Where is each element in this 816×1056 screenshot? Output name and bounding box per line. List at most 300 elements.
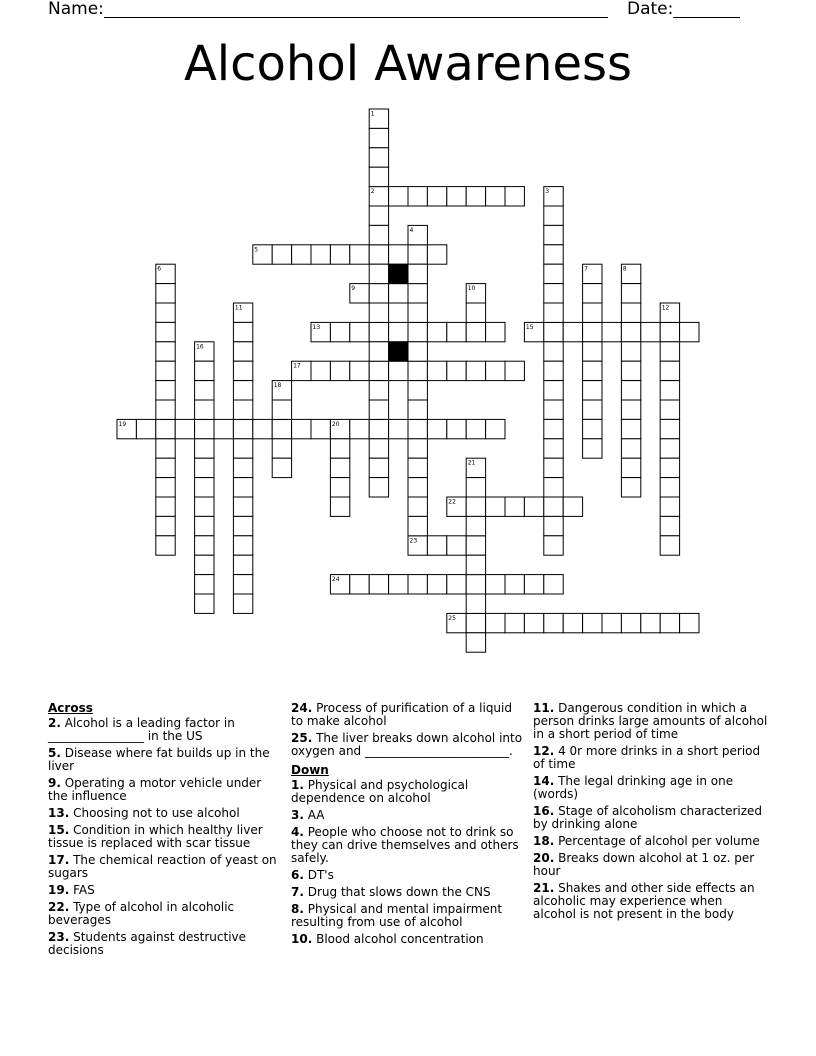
grid-cell[interactable] bbox=[369, 439, 388, 458]
grid-cell[interactable] bbox=[583, 419, 602, 438]
grid-cell[interactable] bbox=[486, 613, 505, 632]
grid-cell[interactable] bbox=[389, 187, 408, 206]
grid-cell[interactable] bbox=[466, 575, 485, 594]
grid-cell[interactable] bbox=[350, 419, 369, 438]
clue-number: 24. bbox=[291, 701, 313, 715]
clue-item bbox=[291, 826, 523, 865]
clue-item bbox=[533, 775, 769, 801]
clue-text: The legal drinking age in one (words) bbox=[533, 774, 734, 801]
grid-cell[interactable] bbox=[408, 458, 427, 477]
grid-cell[interactable] bbox=[408, 322, 427, 341]
grid-cell[interactable] bbox=[389, 245, 408, 264]
grid-cell[interactable] bbox=[466, 419, 485, 438]
grid-cell[interactable] bbox=[350, 575, 369, 594]
grid-cell[interactable] bbox=[195, 497, 214, 516]
grid-cell[interactable] bbox=[369, 303, 388, 322]
grid-cell[interactable] bbox=[195, 594, 214, 613]
clue-text: Condition in which healthy liver tissue is replaced with scar tissue bbox=[48, 823, 263, 850]
grid-cell[interactable] bbox=[660, 458, 679, 477]
clue-number-label: 19 bbox=[118, 420, 127, 428]
grid-cell[interactable] bbox=[408, 478, 427, 497]
grid-cell[interactable] bbox=[369, 206, 388, 225]
grid-cell[interactable] bbox=[156, 342, 175, 361]
grid-cell[interactable] bbox=[369, 284, 388, 303]
grid-cell[interactable] bbox=[602, 322, 621, 341]
clue-item bbox=[291, 702, 523, 728]
grid-cell[interactable] bbox=[369, 167, 388, 186]
clue-text: Type of alcohol in alcoholic beverages bbox=[48, 900, 235, 927]
grid-cell[interactable] bbox=[369, 575, 388, 594]
clue-number: 2. bbox=[48, 716, 61, 730]
clue-item bbox=[48, 931, 278, 957]
grid-cell[interactable] bbox=[447, 361, 466, 380]
clue-text: Blood alcohol concentration bbox=[312, 932, 484, 946]
clue-item bbox=[48, 901, 278, 927]
across-clue-list-continued bbox=[291, 702, 523, 758]
clue-number: 11. bbox=[533, 701, 555, 715]
grid-cell[interactable] bbox=[583, 284, 602, 303]
grid-cell[interactable] bbox=[253, 419, 272, 438]
grid-cell[interactable] bbox=[311, 245, 330, 264]
across-heading: Across bbox=[48, 701, 93, 715]
grid-cell[interactable] bbox=[660, 342, 679, 361]
grid-cell[interactable] bbox=[330, 478, 349, 497]
grid-cell[interactable] bbox=[195, 361, 214, 380]
grid-cell[interactable] bbox=[544, 419, 563, 438]
grid-cell[interactable] bbox=[195, 516, 214, 535]
clue-text: Dangerous condition in which a person drinks large amounts of alcohol in a short period of time bbox=[533, 701, 768, 741]
grid-cell[interactable] bbox=[156, 439, 175, 458]
grid-cell[interactable] bbox=[408, 361, 427, 380]
grid-cell[interactable] bbox=[486, 361, 505, 380]
clue-text: Students against destructive decisions bbox=[48, 930, 247, 957]
grid-cell[interactable] bbox=[563, 497, 582, 516]
clue-number-label: 9 bbox=[351, 285, 356, 293]
grid-cell[interactable] bbox=[408, 381, 427, 400]
clue-text: Drug that slows down the CNS bbox=[303, 885, 491, 899]
grid-block bbox=[389, 264, 408, 283]
grid-cell[interactable] bbox=[156, 381, 175, 400]
grid-cell[interactable] bbox=[466, 516, 485, 535]
clue-number: 15. bbox=[48, 823, 70, 837]
grid-cell[interactable] bbox=[408, 516, 427, 535]
grid-cell[interactable] bbox=[369, 381, 388, 400]
grid-cell[interactable] bbox=[621, 303, 640, 322]
grid-cell[interactable] bbox=[660, 381, 679, 400]
clue-text: Alcohol is a leading factor in ________________ in the US bbox=[48, 716, 235, 743]
grid-cell[interactable] bbox=[447, 187, 466, 206]
clue-item bbox=[533, 852, 769, 878]
across-clue-list bbox=[48, 717, 278, 957]
grid-cell[interactable] bbox=[369, 322, 388, 341]
grid-cell[interactable] bbox=[233, 419, 252, 438]
grid-cell[interactable] bbox=[466, 303, 485, 322]
grid-cell[interactable] bbox=[369, 478, 388, 497]
grid-cell[interactable] bbox=[156, 497, 175, 516]
clue-item bbox=[48, 854, 278, 880]
grid-cell[interactable] bbox=[311, 419, 330, 438]
clue-number-label: 8 bbox=[622, 265, 627, 273]
grid-cell[interactable] bbox=[427, 322, 446, 341]
grid-cell[interactable] bbox=[195, 478, 214, 497]
grid-cell[interactable] bbox=[466, 497, 485, 516]
grid-cell[interactable] bbox=[369, 225, 388, 244]
grid-cell[interactable] bbox=[660, 478, 679, 497]
clue-number: 18. bbox=[533, 834, 555, 848]
grid-cell[interactable] bbox=[350, 245, 369, 264]
grid-cell[interactable] bbox=[680, 613, 699, 632]
grid-cell[interactable] bbox=[292, 245, 311, 264]
grid-cell[interactable] bbox=[369, 245, 388, 264]
grid-cell[interactable] bbox=[583, 361, 602, 380]
grid-cell[interactable] bbox=[447, 419, 466, 438]
clue-number: 10. bbox=[291, 932, 313, 946]
grid-cell[interactable] bbox=[524, 613, 543, 632]
grid-cell[interactable] bbox=[660, 400, 679, 419]
grid-cell[interactable] bbox=[583, 342, 602, 361]
grid-cell[interactable] bbox=[233, 342, 252, 361]
grid-cell[interactable] bbox=[389, 322, 408, 341]
grid-cell[interactable] bbox=[486, 419, 505, 438]
grid-cell[interactable] bbox=[350, 322, 369, 341]
grid-cell[interactable] bbox=[369, 419, 388, 438]
clue-text: DT's bbox=[303, 868, 334, 882]
grid-cell[interactable] bbox=[621, 322, 640, 341]
clue-text: Percentage of alcohol per volume bbox=[554, 834, 760, 848]
grid-cell[interactable] bbox=[583, 322, 602, 341]
grid-cell[interactable] bbox=[272, 419, 291, 438]
clue-number-label: 13 bbox=[312, 323, 321, 331]
grid-cell[interactable] bbox=[408, 187, 427, 206]
grid-cell[interactable] bbox=[195, 419, 214, 438]
clue-text: People who choose not to drink so they can drive themselves and others safely. bbox=[291, 825, 519, 865]
grid-cell[interactable] bbox=[195, 458, 214, 477]
grid-cell[interactable] bbox=[505, 575, 524, 594]
clue-item bbox=[291, 732, 523, 758]
grid-cell[interactable] bbox=[156, 322, 175, 341]
clue-number: 8. bbox=[291, 902, 304, 916]
clue-item bbox=[291, 779, 523, 805]
grid-cell[interactable] bbox=[408, 419, 427, 438]
grid-cell[interactable] bbox=[369, 400, 388, 419]
grid-cell[interactable] bbox=[544, 439, 563, 458]
grid-cell[interactable] bbox=[427, 575, 446, 594]
grid-cell[interactable] bbox=[621, 478, 640, 497]
grid-cell[interactable] bbox=[544, 342, 563, 361]
grid-cell[interactable] bbox=[369, 264, 388, 283]
grid-cell[interactable] bbox=[330, 497, 349, 516]
clues-column-1 bbox=[48, 702, 278, 961]
grid-cell[interactable] bbox=[369, 148, 388, 167]
grid-cell[interactable] bbox=[233, 536, 252, 555]
clue-number-label: 20 bbox=[331, 420, 340, 428]
grid-cell[interactable] bbox=[660, 322, 679, 341]
grid-cell[interactable] bbox=[233, 594, 252, 613]
grid-cell[interactable] bbox=[621, 458, 640, 477]
clue-text: Stage of alcoholism characterized by drinking alone bbox=[533, 804, 763, 831]
grid-cell[interactable] bbox=[466, 322, 485, 341]
grid-cell[interactable] bbox=[486, 497, 505, 516]
clue-item bbox=[48, 824, 278, 850]
clue-number-label: 6 bbox=[157, 265, 162, 273]
grid-cell[interactable] bbox=[505, 361, 524, 380]
grid-cell[interactable] bbox=[156, 516, 175, 535]
grid-cell[interactable] bbox=[466, 478, 485, 497]
grid-cell[interactable] bbox=[408, 342, 427, 361]
grid-cell[interactable] bbox=[544, 225, 563, 244]
grid-cell[interactable] bbox=[544, 206, 563, 225]
grid-cell[interactable] bbox=[544, 361, 563, 380]
clue-number-label: 4 bbox=[409, 226, 414, 234]
clue-number-label: 22 bbox=[448, 498, 456, 506]
grid-cell[interactable] bbox=[660, 361, 679, 380]
clue-number-label: 11 bbox=[234, 304, 243, 312]
grid-cell[interactable] bbox=[136, 419, 155, 438]
grid-cell[interactable] bbox=[486, 187, 505, 206]
grid-cell[interactable] bbox=[214, 419, 233, 438]
grid-cell[interactable] bbox=[156, 478, 175, 497]
grid-cell[interactable] bbox=[544, 322, 563, 341]
grid-cell[interactable] bbox=[621, 381, 640, 400]
grid-cell[interactable] bbox=[544, 303, 563, 322]
grid-cell[interactable] bbox=[156, 284, 175, 303]
grid-cell[interactable] bbox=[408, 497, 427, 516]
grid-cell[interactable] bbox=[233, 400, 252, 419]
grid-cell[interactable] bbox=[544, 497, 563, 516]
grid-cell[interactable] bbox=[389, 284, 408, 303]
grid-cell[interactable] bbox=[583, 303, 602, 322]
grid-cell[interactable] bbox=[156, 458, 175, 477]
grid-cell[interactable] bbox=[272, 400, 291, 419]
grid-cell[interactable] bbox=[621, 361, 640, 380]
grid-cell[interactable] bbox=[660, 613, 679, 632]
clue-number-label: 17 bbox=[293, 362, 301, 370]
clue-number: 19. bbox=[48, 883, 70, 897]
grid-cell[interactable] bbox=[389, 361, 408, 380]
date-label: Date: bbox=[627, 0, 674, 19]
grid-cell[interactable] bbox=[156, 361, 175, 380]
grid-cell[interactable] bbox=[389, 575, 408, 594]
grid-cell[interactable] bbox=[408, 400, 427, 419]
grid-cell[interactable] bbox=[175, 419, 194, 438]
grid-cell[interactable] bbox=[156, 536, 175, 555]
grid-cell[interactable] bbox=[583, 381, 602, 400]
grid-cell[interactable] bbox=[369, 342, 388, 361]
clue-number: 16. bbox=[533, 804, 555, 818]
grid-cell[interactable] bbox=[369, 128, 388, 147]
clue-number: 1. bbox=[291, 778, 304, 792]
clue-number: 4. bbox=[291, 825, 304, 839]
grid-cell[interactable] bbox=[583, 400, 602, 419]
grid-cell[interactable] bbox=[427, 187, 446, 206]
grid-cell[interactable] bbox=[233, 516, 252, 535]
clue-number-label: 2 bbox=[370, 188, 375, 196]
grid-cell[interactable] bbox=[505, 497, 524, 516]
grid-cell[interactable] bbox=[602, 613, 621, 632]
clue-number: 5. bbox=[48, 746, 61, 760]
grid-cell[interactable] bbox=[544, 400, 563, 419]
grid-cell[interactable] bbox=[156, 303, 175, 322]
grid-cell[interactable] bbox=[660, 536, 679, 555]
grid-cell[interactable] bbox=[544, 381, 563, 400]
grid-cell[interactable] bbox=[233, 575, 252, 594]
grid-cell[interactable] bbox=[660, 516, 679, 535]
grid-cell[interactable] bbox=[466, 555, 485, 574]
grid-cell[interactable] bbox=[272, 458, 291, 477]
clue-item bbox=[48, 717, 278, 743]
grid-cell[interactable] bbox=[408, 264, 427, 283]
grid-cell[interactable] bbox=[641, 613, 660, 632]
grid-cell[interactable] bbox=[427, 361, 446, 380]
grid-cell[interactable] bbox=[466, 633, 485, 652]
grid-cell[interactable] bbox=[466, 613, 485, 632]
clue-item bbox=[291, 933, 523, 946]
grid-cell[interactable] bbox=[466, 594, 485, 613]
grid-cell[interactable] bbox=[330, 322, 349, 341]
clue-item bbox=[533, 835, 769, 848]
grid-cell[interactable] bbox=[330, 361, 349, 380]
clue-number: 13. bbox=[48, 806, 70, 820]
grid-cell[interactable] bbox=[621, 419, 640, 438]
grid-cell[interactable] bbox=[563, 322, 582, 341]
grid-cell[interactable] bbox=[233, 322, 252, 341]
clue-number: 22. bbox=[48, 900, 70, 914]
grid-cell[interactable] bbox=[408, 439, 427, 458]
grid-cell[interactable] bbox=[233, 555, 252, 574]
clue-text: Physical and psychological dependence on alcohol bbox=[291, 778, 469, 805]
grid-cell[interactable] bbox=[505, 187, 524, 206]
clue-number-label: 3 bbox=[545, 188, 550, 196]
clue-item bbox=[48, 807, 278, 820]
grid-cell[interactable] bbox=[447, 575, 466, 594]
grid-cell[interactable] bbox=[680, 322, 699, 341]
grid-cell[interactable] bbox=[233, 439, 252, 458]
grid-cell[interactable] bbox=[408, 303, 427, 322]
grid-cell[interactable] bbox=[330, 245, 349, 264]
grid-cell[interactable] bbox=[427, 536, 446, 555]
clue-text: Choosing not to use alcohol bbox=[69, 806, 240, 820]
clue-number-label: 21 bbox=[467, 459, 476, 467]
grid-cell[interactable] bbox=[544, 516, 563, 535]
down-clue-list bbox=[291, 779, 523, 946]
grid-cell[interactable] bbox=[466, 187, 485, 206]
grid-cell[interactable] bbox=[427, 419, 446, 438]
grid-cell[interactable] bbox=[272, 439, 291, 458]
clue-item bbox=[533, 882, 769, 921]
grid-cell[interactable] bbox=[641, 322, 660, 341]
grid-cell[interactable] bbox=[195, 555, 214, 574]
clue-number-label: 23 bbox=[409, 537, 418, 545]
clue-item bbox=[48, 884, 278, 897]
grid-cell[interactable] bbox=[330, 458, 349, 477]
grid-cell[interactable] bbox=[544, 264, 563, 283]
grid-cell[interactable] bbox=[447, 322, 466, 341]
grid-cell[interactable] bbox=[544, 575, 563, 594]
clue-item bbox=[48, 747, 278, 773]
clue-number-label: 1 bbox=[370, 110, 375, 118]
clues-column-2 bbox=[291, 702, 523, 950]
grid-cell[interactable] bbox=[195, 439, 214, 458]
grid-cell[interactable] bbox=[660, 419, 679, 438]
grid-cell[interactable] bbox=[486, 575, 505, 594]
clues-column-3 bbox=[533, 702, 769, 925]
clue-number-label: 5 bbox=[254, 246, 259, 254]
grid-cell[interactable] bbox=[486, 322, 505, 341]
grid-cell[interactable] bbox=[621, 400, 640, 419]
grid-cell[interactable] bbox=[621, 342, 640, 361]
grid-cell[interactable] bbox=[195, 575, 214, 594]
clue-number: 14. bbox=[533, 774, 555, 788]
clue-text: AA bbox=[303, 808, 325, 822]
grid-cell[interactable] bbox=[427, 245, 446, 264]
grid-cell[interactable] bbox=[156, 400, 175, 419]
clue-number: 7. bbox=[291, 885, 304, 899]
grid-cell[interactable] bbox=[621, 613, 640, 632]
grid-cell[interactable] bbox=[233, 497, 252, 516]
grid-cell[interactable] bbox=[233, 361, 252, 380]
grid-cell[interactable] bbox=[466, 361, 485, 380]
grid-cell[interactable] bbox=[369, 361, 388, 380]
grid-cell[interactable] bbox=[544, 284, 563, 303]
grid-cell[interactable] bbox=[272, 245, 291, 264]
grid-cell[interactable] bbox=[544, 478, 563, 497]
grid-cell[interactable] bbox=[447, 536, 466, 555]
grid-cell[interactable] bbox=[583, 613, 602, 632]
grid-cell[interactable] bbox=[350, 361, 369, 380]
clue-number-label: 12 bbox=[661, 304, 670, 312]
grid-cell[interactable] bbox=[195, 536, 214, 555]
grid-cell[interactable] bbox=[660, 497, 679, 516]
grid-cell[interactable] bbox=[466, 536, 485, 555]
clue-text: 4 0r more drinks in a short period of time bbox=[533, 744, 761, 771]
grid-cell[interactable] bbox=[660, 439, 679, 458]
grid-cell[interactable] bbox=[544, 245, 563, 264]
clue-number: 20. bbox=[533, 851, 555, 865]
grid-cell[interactable] bbox=[408, 575, 427, 594]
grid-cell[interactable] bbox=[621, 439, 640, 458]
grid-cell[interactable] bbox=[233, 478, 252, 497]
grid-cell[interactable] bbox=[233, 458, 252, 477]
grid-cell[interactable] bbox=[330, 439, 349, 458]
grid-cell[interactable] bbox=[195, 381, 214, 400]
grid-cell[interactable] bbox=[369, 458, 388, 477]
grid-cell[interactable] bbox=[524, 575, 543, 594]
grid-cell[interactable] bbox=[544, 613, 563, 632]
clue-text: The chemical reaction of yeast on sugars bbox=[48, 853, 277, 880]
grid-cell[interactable] bbox=[524, 497, 543, 516]
clue-number: 3. bbox=[291, 808, 304, 822]
grid-cell[interactable] bbox=[233, 381, 252, 400]
grid-cell[interactable] bbox=[408, 284, 427, 303]
clue-number: 23. bbox=[48, 930, 70, 944]
grid-cell[interactable] bbox=[311, 361, 330, 380]
grid-cell[interactable] bbox=[156, 419, 175, 438]
grid-cell[interactable] bbox=[544, 458, 563, 477]
clue-text: Operating a motor vehicle under the influence bbox=[48, 776, 262, 803]
grid-cell[interactable] bbox=[621, 284, 640, 303]
grid-cell[interactable] bbox=[583, 439, 602, 458]
clue-item bbox=[533, 805, 769, 831]
grid-cell[interactable] bbox=[505, 613, 524, 632]
clue-text: Shakes and other side effects an alcoholic may experience when alcohol is not present in the body bbox=[533, 881, 755, 921]
grid-cell[interactable] bbox=[563, 613, 582, 632]
grid-cell[interactable] bbox=[408, 245, 427, 264]
grid-cell[interactable] bbox=[292, 419, 311, 438]
grid-cell[interactable] bbox=[389, 419, 408, 438]
grid-cell[interactable] bbox=[544, 536, 563, 555]
clue-text: Physical and mental impairment resulting from use of alcohol bbox=[291, 902, 503, 929]
grid-cell[interactable] bbox=[195, 400, 214, 419]
